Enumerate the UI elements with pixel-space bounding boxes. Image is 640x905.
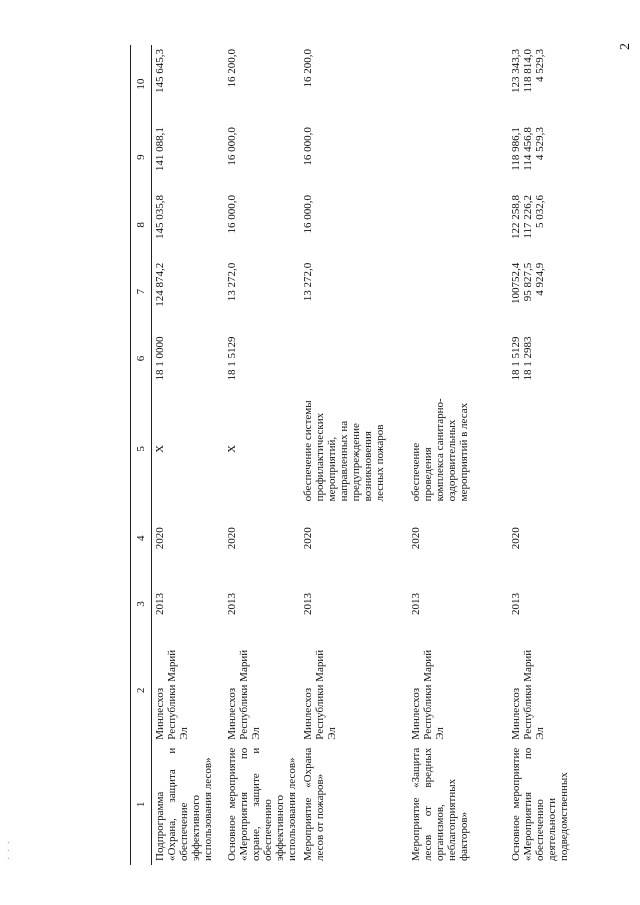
row-value-9: 114 456,8 — [521, 127, 534, 171]
row-executor: Минлесхоз Республики Марий Эл — [225, 649, 262, 740]
row-value-10-list — [508, 45, 588, 123]
page-number: 2 — [618, 43, 633, 50]
row-value-10 — [408, 45, 508, 123]
row-code — [300, 325, 408, 393]
col-number: 8 — [131, 191, 152, 259]
row-value-10: 16 200,0 — [301, 49, 314, 88]
col-number: 10 — [131, 45, 152, 123]
row-value-7: 4 924,9 — [533, 262, 546, 296]
row-value-8: 16 000,0 — [301, 194, 314, 234]
col-number: 5 — [131, 392, 152, 505]
row-value-7: 13 272,0 — [301, 262, 314, 302]
row-executor: Минлесхоз Республики Марий Эл — [154, 649, 190, 740]
row-code: 18 1 0000 — [154, 336, 166, 381]
col-number: 4 — [131, 505, 152, 571]
row-value-7: 124 874,2 — [154, 262, 166, 307]
margin-mark: · · · — [4, 840, 15, 860]
table-row — [300, 45, 408, 865]
table-row — [224, 45, 300, 865]
row-value-7-list — [508, 259, 588, 325]
row-goal: Х — [154, 444, 166, 453]
row-value-8: 145 035,8 — [154, 194, 166, 239]
row-value-10: 145 645,3 — [154, 49, 166, 93]
row-value-8-list — [508, 191, 588, 259]
row-value-8: 122 258,8 — [509, 194, 522, 239]
row-value-8: 117 226,2 — [521, 194, 534, 239]
col-number: 7 — [131, 259, 152, 325]
row-end-year: 2020 — [225, 527, 238, 550]
row-name: Основное мероприятие «Мероприятия по охране, защите и обеспечению эффективного использования лесов» — [225, 747, 298, 861]
row-code: 18 1 5129 — [509, 336, 522, 381]
row-start-year: 2013 — [154, 593, 166, 616]
col-number: 3 — [131, 571, 152, 637]
row-start-year: 2013 — [409, 593, 422, 616]
row-goal — [508, 392, 588, 505]
table-row — [508, 45, 588, 865]
row-goal: Х — [225, 444, 238, 453]
row-value-9: 141 088,1 — [154, 127, 166, 172]
col-number: 6 — [131, 325, 152, 393]
row-value-8: 5 032,6 — [533, 194, 546, 228]
row-value-7: 95 827,5 — [521, 262, 534, 302]
row-start-year: 2013 — [301, 593, 314, 616]
row-name: Основное мероприятие «Мероприятия по обеспечению деятельности подведомственных — [509, 747, 570, 861]
row-name: Мероприятие «Охрана лесов от пожаров» — [301, 747, 326, 861]
column-number-row — [131, 45, 152, 865]
row-code — [408, 325, 508, 393]
row-value-9: 118 986,1 — [509, 127, 522, 171]
col-number: 2 — [131, 637, 152, 744]
row-value-7: 13 272,0 — [225, 262, 238, 302]
rotated-table-container — [130, 45, 585, 865]
row-start-year: 2013 — [225, 593, 238, 616]
row-executor: Минлесхоз Республики Марий Эл — [409, 649, 446, 740]
row-value-10: 123 343,3 — [509, 49, 522, 93]
row-end-year: 2020 — [301, 527, 314, 550]
row-executor: Минлесхоз Республики Марий Эл — [301, 649, 338, 740]
program-table — [130, 45, 588, 865]
col-number: 9 — [131, 123, 152, 191]
row-value-7: 100752,4 — [509, 262, 522, 305]
row-start-year: 2013 — [509, 593, 522, 616]
row-code: 18 1 2983 — [521, 336, 534, 381]
table-row — [152, 45, 224, 865]
row-goal: обеспечение проведения комплекса санитарно-оздоровительных мероприятий в лесах — [409, 398, 470, 502]
row-executor: Минлесхоз Республики Марий Эл — [509, 649, 546, 740]
row-value-9 — [408, 123, 508, 191]
row-code: 18 1 5129 — [225, 336, 238, 381]
row-end-year: 2020 — [509, 527, 522, 550]
row-value-10: 4 529,3 — [533, 49, 546, 82]
row-value-10: 118 814,0 — [521, 49, 534, 93]
row-value-9-list — [508, 123, 588, 191]
table-row — [408, 45, 508, 865]
row-value-9: 16 000,0 — [225, 127, 238, 166]
row-value-8 — [408, 191, 508, 259]
row-name: Подпрограмма «Охрана, защита и обеспечение эффективного использования лесов» — [154, 747, 214, 861]
row-end-year: 2020 — [154, 527, 166, 550]
row-value-9: 4 529,3 — [533, 127, 546, 161]
row-goal: обеспечение системы профилактических мероприятий, направленных на предупреждение возникновения лесных пожаров — [301, 400, 386, 502]
row-value-9: 16 000,0 — [301, 127, 314, 166]
row-value-7 — [408, 259, 508, 325]
row-value-10: 16 200,0 — [225, 49, 238, 88]
row-name: Мероприятие «Защита лесов от вредных организмов, неблагоприятных факторов» — [409, 747, 470, 861]
row-value-8: 16 000,0 — [225, 194, 238, 234]
row-end-year: 2020 — [409, 527, 422, 550]
col-number: 1 — [131, 744, 152, 865]
row-code-list — [508, 325, 588, 393]
